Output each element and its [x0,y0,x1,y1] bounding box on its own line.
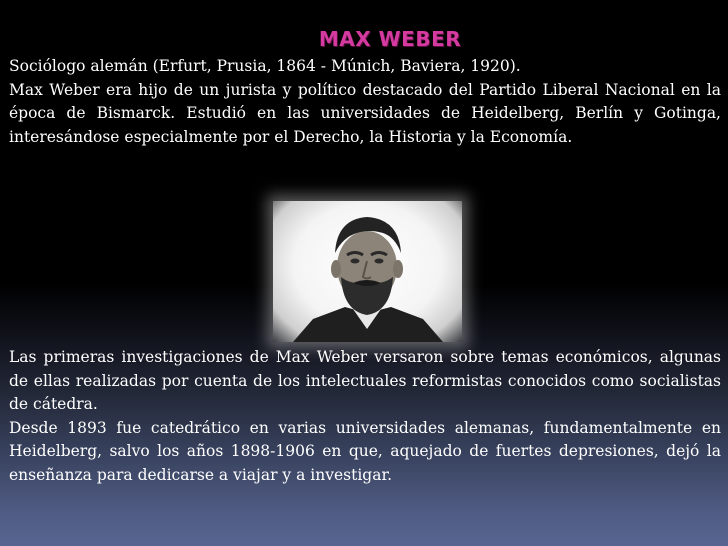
family-education-paragraph: Max Weber era hijo de un jurista y político destacado del Partido Liberal Nacional en la época de Bismarck. Estudió en las universidades de Heidelberg, Berlín y Gotinga, interesándose especialmente por el Derecho, la Historia y la Economía. [9,80,721,146]
max-weber-portrait [273,201,462,342]
career-text-block [9,346,721,487]
portrait-right-eye [375,259,384,264]
professorship-paragraph: Desde 1893 fue catedrático en varias universidades alemanas, fundamentalmente en Heidelberg, salvo los años 1898-1906 en que, aquejado de fuertes depresiones, dejó la enseñanza para dedicarse a viajar y a investigar. [9,418,721,484]
portrait-right-ear [393,260,403,278]
portrait-left-ear [331,260,341,278]
portrait-illustration [273,201,462,342]
birth-paragraph: Sociólogo alemán (Erfurt, Prusia, 1864 - Múnich, Baviera, 1920). [9,57,521,75]
portrait-left-eye [351,259,360,264]
intro-text-block [9,55,721,149]
slide-title: MAX WEBER [318,27,462,51]
research-paragraph: Las primeras investigaciones de Max Weber versaron sobre temas económicos, algunas de ellas realizadas por cuenta de los intelectuales reformistas conocidos como socialistas de cátedra. [9,348,721,413]
